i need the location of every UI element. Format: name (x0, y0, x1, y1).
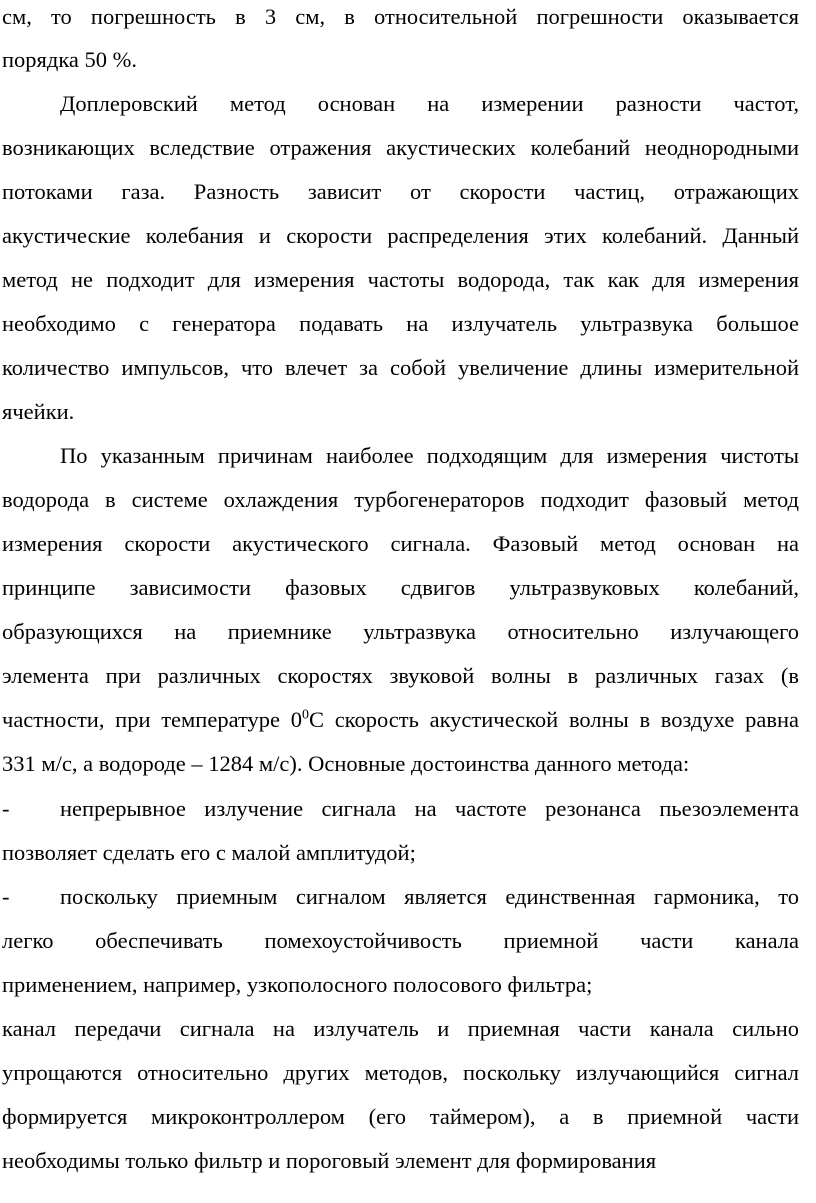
text-line: упрощаются относительно других методов, поскольку излучающийся сигнал (2, 1060, 799, 1085)
text-line: элемента при различных скоростях звуковой волны в различных газах (в (2, 663, 799, 688)
text-line: легко обеспечивать помехоустойчивость приемной части канала (2, 928, 799, 953)
text-line: применением, например, узкополосного полосового фильтра; (2, 972, 593, 997)
text-line: акустические колебания и скорости распределения этих колебаний. Данный (2, 223, 799, 248)
text-line: водорода в системе охлаждения турбогенераторов подходит фазовый метод (2, 487, 799, 512)
text-line: формируется микроконтроллером (его таймером), а в приемной части (2, 1104, 799, 1129)
text-line: метод не подходит для измерения частоты водорода, так как для измерения (2, 267, 799, 292)
text-line: 331 м/с, а водороде – 1284 м/с). Основные достоинства данного метода: (2, 751, 690, 776)
paragraph-first-line: По указанным причинам наиболее подходящим для измерения чистоты (60, 443, 799, 468)
text-line: количество импульсов, что влечет за собой увеличение длины измерительной (2, 355, 799, 380)
text-line: позволяет сделать его с малой амплитудой; (2, 840, 416, 865)
text-line: принципе зависимости фазовых сдвигов ультразвуковых колебаний, (2, 575, 799, 600)
bullet-item (2, 881, 799, 913)
bullet-text: поскольку приемным сигналом является единственная гармоника, то (60, 884, 799, 909)
dash-marker: - (2, 884, 10, 909)
text-line: измерения скорости акустического сигнала. Фазовый метод основан на (2, 531, 799, 556)
paragraph-first-line: Доплеровский метод основан на измерении разности частот, (60, 91, 799, 116)
superscript: 0 (301, 707, 309, 723)
text-line: потоками газа. Разность зависит от скорости частиц, отражающих (2, 179, 799, 204)
text-line: см, то погрешность в 3 см, в относительной погрешности оказывается (2, 4, 799, 29)
text-line: канал передачи сигнала на излучатель и приемная части канала сильно (2, 1016, 799, 1041)
text-line: образующихся на приемнике ультразвука относительно излучающего (2, 619, 799, 644)
bullet-item (2, 793, 799, 825)
bullet-text: непрерывное излучение сигнала на частоте резонанса пьезоэлемента (60, 796, 799, 821)
text-line: порядка 50 %. (2, 47, 138, 72)
text-line: необходимы только фильтр и пороговый элемент для формирования (2, 1148, 657, 1173)
text-line: ячейки. (2, 399, 75, 424)
text-segment: частности, при температуре 0 (2, 707, 302, 732)
text-segment: С скорость акустической волны в воздухе равна (308, 707, 799, 732)
dash-marker: - (2, 796, 10, 821)
text-line: возникающих вследствие отражения акустических колебаний неоднородными (2, 135, 799, 160)
text-line: необходимо с генератора подавать на излучатель ультразвука большое (2, 311, 799, 336)
text-line-temperature (2, 704, 799, 736)
